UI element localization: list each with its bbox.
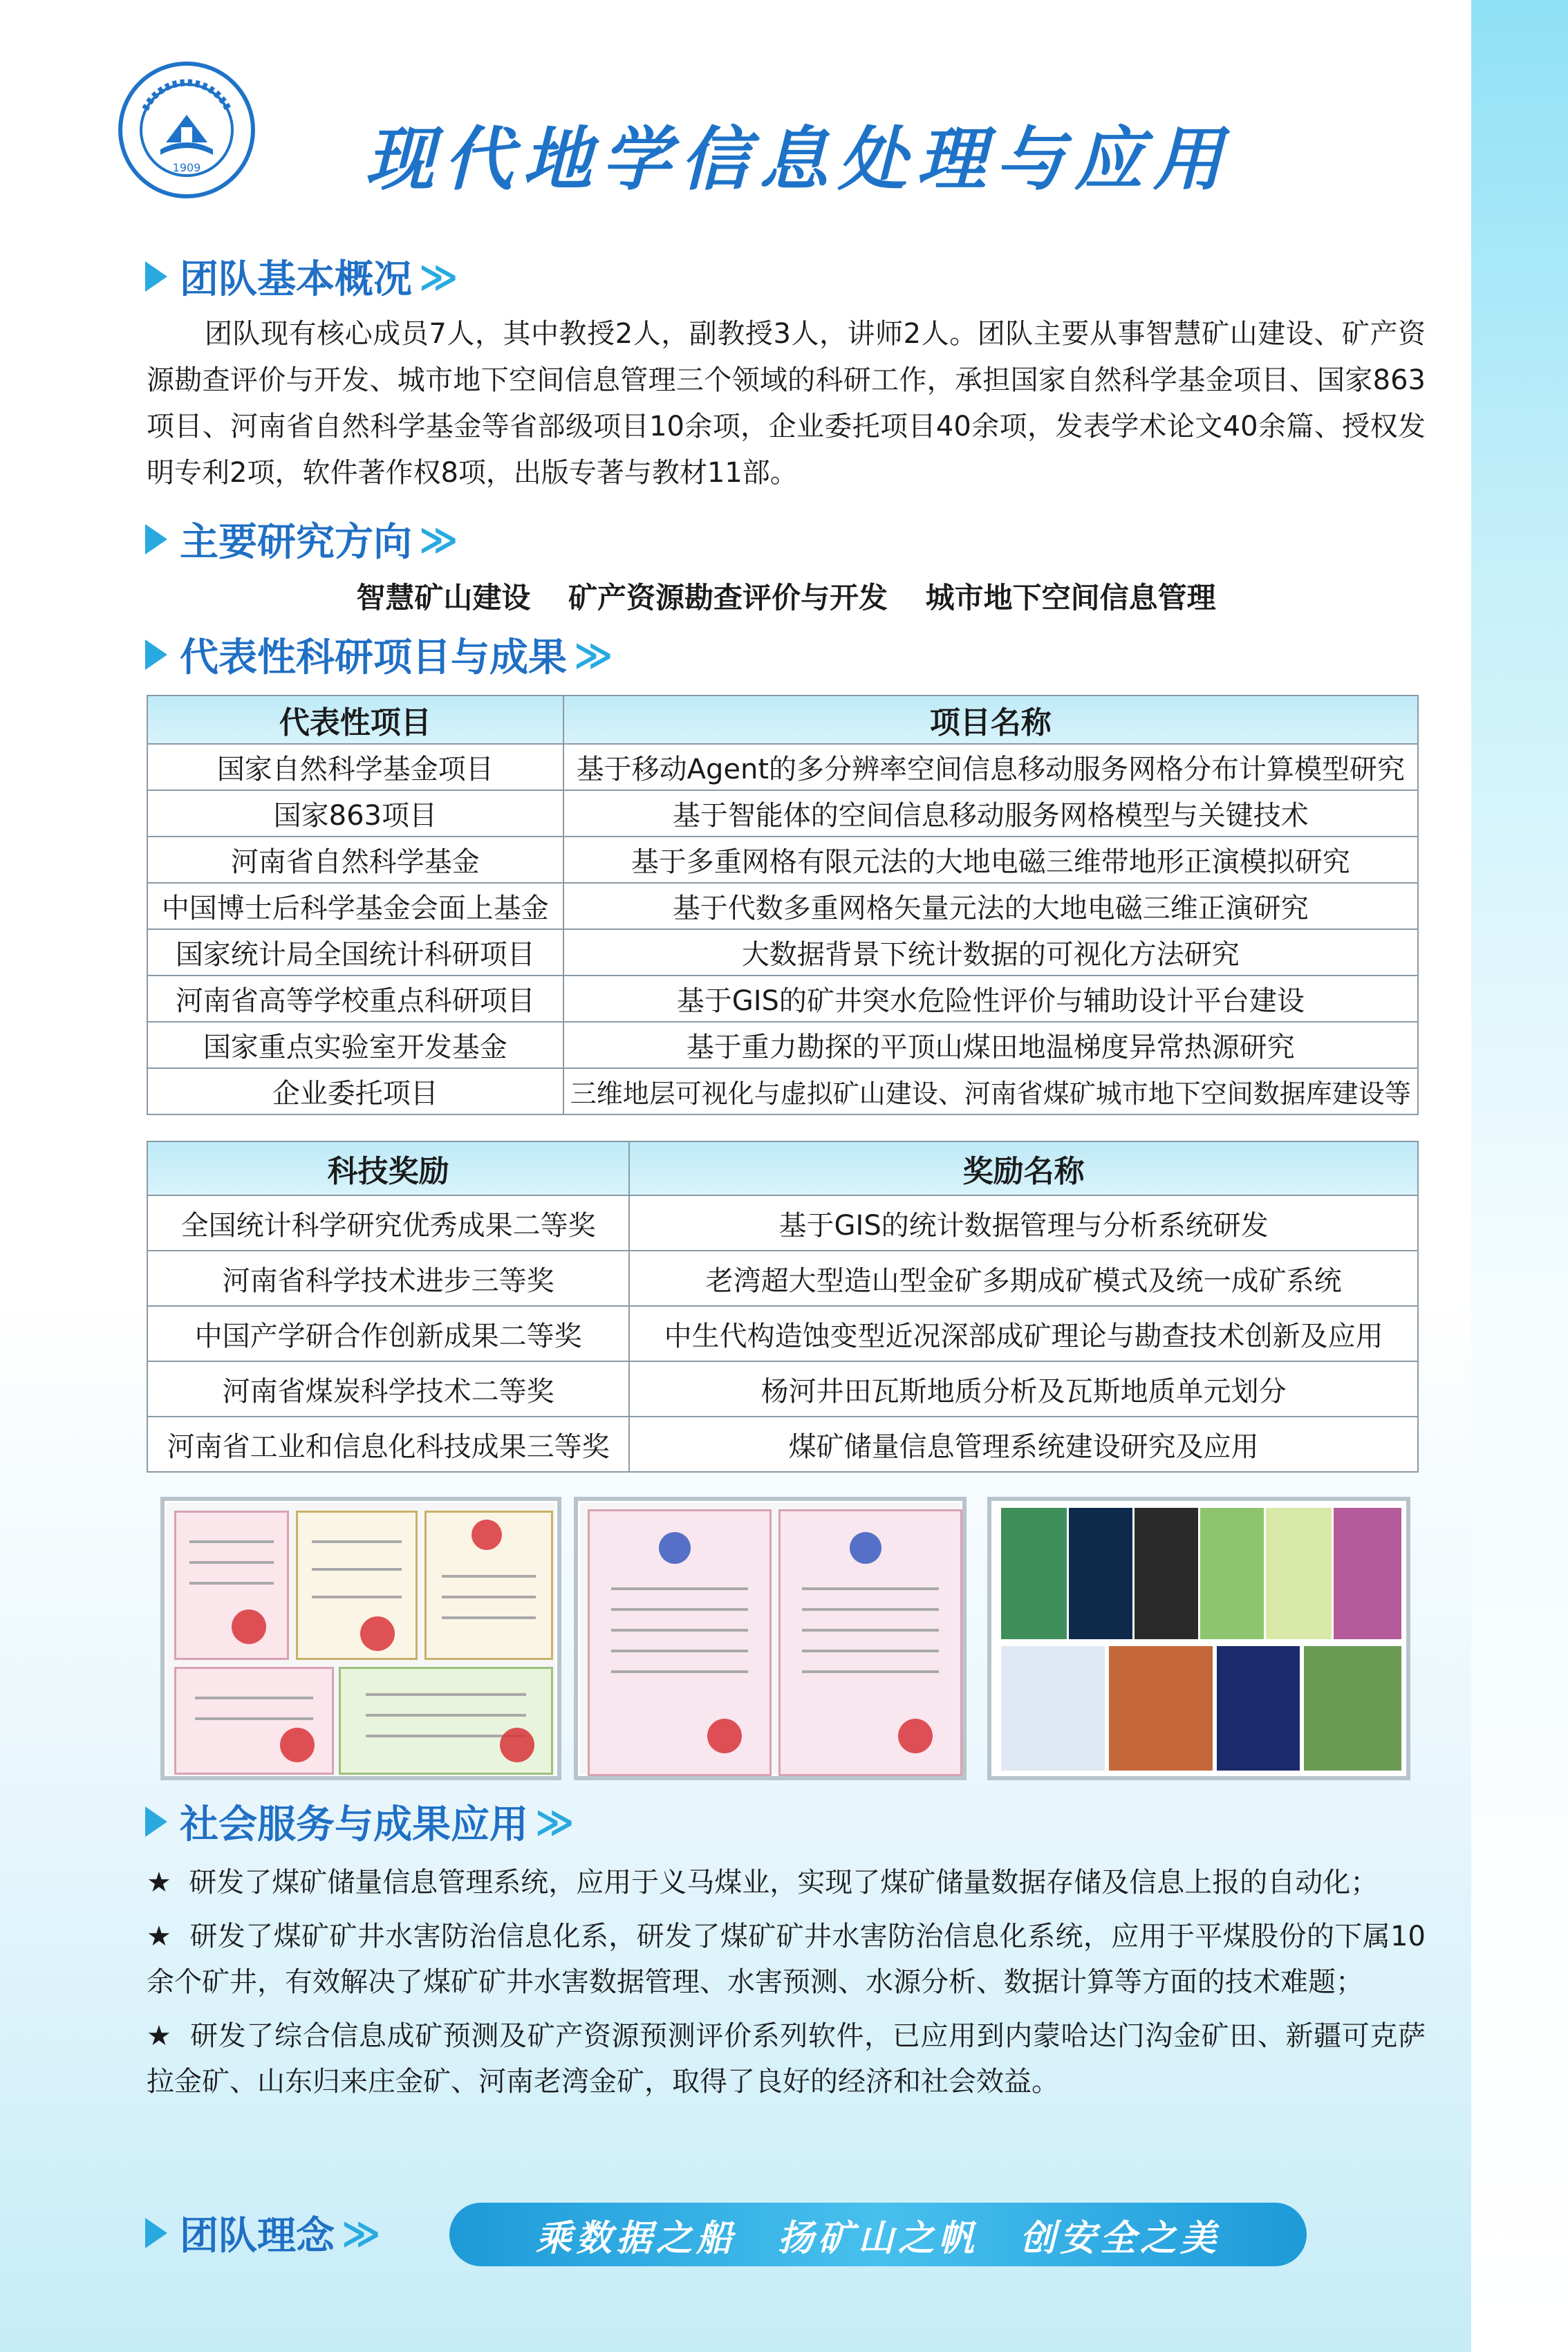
motto-phrase: 创安全之美 — [1020, 2216, 1221, 2259]
research-item: 城市地下空间信息管理 — [925, 581, 1216, 615]
award-certificates-photo — [160, 1497, 561, 1780]
motto-phrase: 扬矿山之帆 — [777, 2216, 978, 2259]
motto-phrase: 乘数据之船 — [535, 2216, 736, 2259]
table-row — [147, 790, 1418, 837]
double-chevron-icon: ≫ — [574, 633, 613, 677]
certificate-image — [174, 1511, 289, 1660]
section-heading-philosophy — [145, 2205, 381, 2261]
projects-table — [147, 695, 1419, 1115]
section-heading-text: 团队理念 — [180, 2214, 335, 2259]
double-chevron-icon: ≫ — [342, 2211, 381, 2255]
software-screenshot-image — [1109, 1646, 1213, 1771]
star-bullet-icon: ★ — [147, 1867, 171, 1898]
software-screenshot-image — [1304, 1646, 1401, 1771]
triangle-bullet-icon — [145, 1807, 167, 1837]
book-cover-image — [1069, 1508, 1132, 1639]
table-cell: 基于智能体的空间信息移动服务网格模型与关键技术 — [563, 790, 1418, 837]
book-cover-image — [1334, 1508, 1401, 1639]
services-list — [147, 1860, 1426, 2113]
table-cell: 中国产学研合作创新成果二等奖 — [147, 1306, 629, 1361]
triangle-bullet-icon — [145, 2218, 167, 2248]
section-heading-overview — [145, 249, 458, 304]
section-heading-text: 团队基本概况 — [180, 257, 412, 302]
table-cell: 中生代构造蚀变型近况深部成矿理论与勘查技术创新及应用 — [629, 1306, 1418, 1361]
star-bullet-icon: ★ — [147, 2020, 172, 2052]
table-cell: 河南省煤炭科学技术二等奖 — [147, 1361, 629, 1417]
table-row — [147, 929, 1418, 976]
table-row — [147, 1195, 1418, 1251]
section-heading-projects — [145, 627, 613, 682]
section-heading-text: 代表性科研项目与成果 — [180, 635, 567, 680]
software-screenshot-image — [1217, 1646, 1300, 1771]
patent-certificate-image — [778, 1509, 962, 1776]
table-row — [147, 1306, 1418, 1361]
table-row — [147, 1251, 1418, 1306]
university-logo-icon — [118, 61, 256, 199]
table-cell: 国家统计局全国统计科研项目 — [147, 929, 563, 976]
research-item: 智慧矿山建设 — [356, 581, 531, 615]
list-item — [147, 1860, 1426, 1905]
table-cell: 企业委托项目 — [147, 1068, 563, 1114]
table-row — [147, 976, 1418, 1022]
triangle-bullet-icon — [145, 261, 167, 292]
book-cover-image — [1266, 1508, 1332, 1639]
table-header: 项目名称 — [563, 696, 1418, 744]
table-cell: 国家自然科学基金项目 — [147, 744, 563, 790]
certificate-image — [424, 1511, 553, 1660]
patent-certificate-image — [588, 1509, 772, 1776]
table-row — [147, 1068, 1418, 1114]
overview-paragraph: 团队现有核心成员7人，其中教授2人，副教授3人，讲师2人。团队主要从事智慧矿山建设、矿产资源勘查评价与开发、城市地下空间信息管理三个领域的科研工作，承担国家自然科学基金项目、国家863项目、河南省自然科学基金等省部级项目10余项，企业委托项目40余项，发表学术论文40余篇、授权发明专利2项，软件著作权8项，出版专著与教材11部。 — [147, 318, 1426, 489]
table-row — [147, 1361, 1418, 1417]
table-row — [147, 1022, 1418, 1068]
table-cell: 大数据背景下统计数据的可视化方法研究 — [563, 929, 1418, 976]
table-cell: 全国统计科学研究优秀成果二等奖 — [147, 1195, 629, 1251]
section-heading-text: 主要研究方向 — [180, 520, 412, 565]
table-cell: 河南省工业和信息化科技成果三等奖 — [147, 1417, 629, 1472]
patent-certificates-photo — [574, 1497, 967, 1780]
section-heading-research — [145, 512, 458, 567]
table-row — [147, 744, 1418, 790]
table-cell: 基于重力勘探的平顶山煤田地温梯度异常热源研究 — [563, 1022, 1418, 1068]
book-cover-image — [1001, 1508, 1067, 1639]
list-item — [147, 1914, 1426, 2005]
certificate-image — [339, 1667, 553, 1775]
table-cell: 中国博士后科学基金会面上基金 — [147, 883, 563, 929]
decorative-side-strip — [1471, 0, 1568, 2352]
list-item-text: 研发了综合信息成矿预测及矿产资源预测评价系列软件，已应用到内蒙哈达门沟金矿田、新疆可克萨拉金矿、山东归来庄金矿、河南老湾金矿，取得了良好的经济和社会效益。 — [147, 2020, 1426, 2098]
table-cell: 国家863项目 — [147, 790, 563, 837]
page-title: 现代地学信息处理与应用 — [365, 118, 1232, 200]
table-cell: 三维地层可视化与虚拟矿山建设、河南省煤矿城市地下空间数据库建设等 — [563, 1068, 1418, 1114]
table-cell: 河南省自然科学基金 — [147, 837, 563, 883]
section-heading-text: 社会服务与成果应用 — [180, 1802, 528, 1847]
certificate-image — [174, 1667, 334, 1775]
table-cell: 基于代数多重网格矢量元法的大地电磁三维正演研究 — [563, 883, 1418, 929]
table-cell: 基于GIS的矿井突水危险性评价与辅助设计平台建设 — [563, 976, 1418, 1022]
research-item: 矿产资源勘查评价与开发 — [568, 581, 888, 615]
awards-table — [147, 1141, 1419, 1473]
list-item — [147, 2013, 1426, 2104]
certificate-image — [296, 1511, 418, 1660]
star-bullet-icon: ★ — [147, 1921, 172, 1952]
double-chevron-icon: ≫ — [535, 1800, 575, 1844]
table-row — [147, 837, 1418, 883]
book-cover-image — [1200, 1508, 1264, 1639]
triangle-bullet-icon — [145, 524, 167, 554]
logo-year: 1909 — [172, 161, 201, 174]
table-row — [147, 1417, 1418, 1472]
list-item-text: 研发了煤矿储量信息管理系统，应用于义马煤业，实现了煤矿储量数据存储及信息上报的自动化； — [189, 1867, 1379, 1898]
table-cell: 老湾超大型造山型金矿多期成矿模式及统一成矿系统 — [629, 1251, 1418, 1306]
table-row — [147, 883, 1418, 929]
table-header: 代表性项目 — [147, 696, 563, 744]
books-and-software-photo — [987, 1497, 1410, 1780]
research-directions — [147, 575, 1426, 617]
section-heading-services — [145, 1794, 575, 1849]
book-cover-image — [1135, 1508, 1198, 1639]
table-cell: 基于移动Agent的多分辨率空间信息移动服务网格分布计算模型研究 — [563, 744, 1418, 790]
table-cell: 基于多重网格有限元法的大地电磁三维带地形正演模拟研究 — [563, 837, 1418, 883]
software-screenshot-image — [1001, 1646, 1105, 1771]
triangle-bullet-icon — [145, 640, 167, 670]
table-cell: 杨河井田瓦斯地质分析及瓦斯地质单元划分 — [629, 1361, 1418, 1417]
double-chevron-icon: ≫ — [419, 254, 458, 299]
table-header: 科技奖励 — [147, 1141, 629, 1195]
double-chevron-icon: ≫ — [419, 517, 458, 561]
table-cell: 煤矿储量信息管理系统建设研究及应用 — [629, 1417, 1418, 1472]
list-item-text: 研发了煤矿矿井水害防治信息化系，研发了煤矿矿井水害防治信息化系统，应用于平煤股份的下属10余个矿井，有效解决了煤矿矿井水害数据管理、水害预测、水源分析、数据计算等方面的技术难题； — [147, 1921, 1426, 1998]
table-header: 奖励名称 — [629, 1141, 1418, 1195]
table-cell: 河南省科学技术进步三等奖 — [147, 1251, 629, 1306]
team-motto-banner — [449, 2203, 1307, 2266]
table-cell: 河南省高等学校重点科研项目 — [147, 976, 563, 1022]
table-cell: 基于GIS的统计数据管理与分析系统研发 — [629, 1195, 1418, 1251]
table-cell: 国家重点实验室开发基金 — [147, 1022, 563, 1068]
